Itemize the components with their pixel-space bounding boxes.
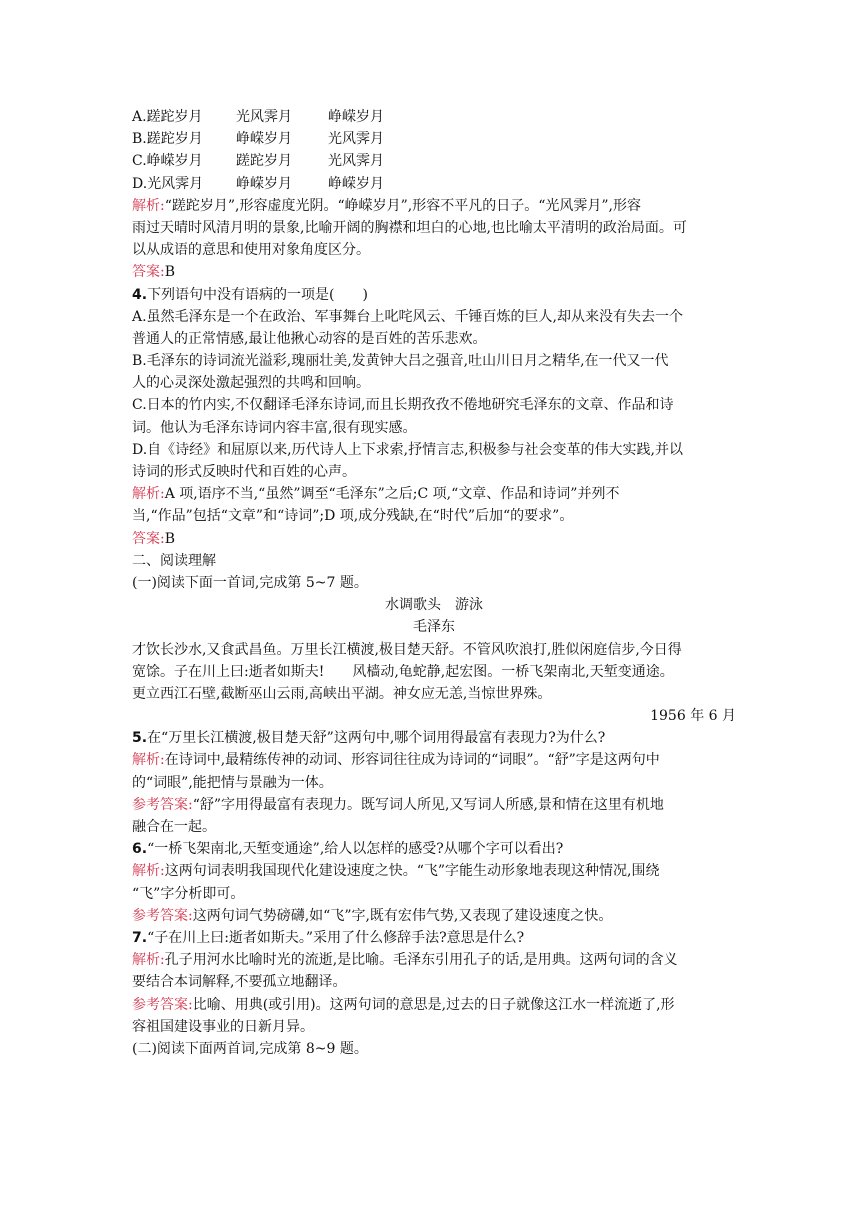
option-text: C.日本的竹内实,不仅翻译毛泽东诗词,而且长期孜孜不倦地研究毛泽东的文章、作品和诗 [132,397,674,414]
q6-reference [132,905,736,927]
q7-reference [132,994,736,1016]
analysis-text: 雨过天晴时风清月明的景象,比喻开阔的胸襟和坦白的心地,也比喻太平清明的政治局面。可 [132,219,687,236]
option-word: 峥嵘岁月 [146,153,203,170]
option-text: 词。他认为毛泽东诗词内容丰富,很有现实感。 [132,419,417,436]
option-word: 蹉跎岁月 [146,109,203,125]
option-word: 峥嵘岁月 [328,109,384,125]
analysis-label: 解析: [132,486,165,503]
answer-label: 答案: [132,530,165,547]
option-word: 峥嵘岁月 [328,175,384,192]
option-word: 蹉跎岁月 [146,131,203,148]
q5-analysis [132,749,736,771]
analysis-text: 这两句词表明我国现代化建设速度之快。“飞”字能生动形象地表现这种情况,围绕 [164,863,660,880]
reference-text: 融合在一起。 [132,819,216,835]
document-page [132,106,736,1060]
answer-value: B [164,264,176,281]
option-word: 峥嵘岁月 [236,175,292,192]
analysis-text: 孔子用河水比喻时光的流逝,是比喻。毛泽东引用孔子的话,是用典。这两句词的含义 [164,952,678,969]
analysis-text: 要结合本词解释,不要孤立地翻译。 [132,974,347,991]
option-text: 普通人的正常情感,最让他揪心动容的是百姓的苦乐悲欢。 [132,330,487,347]
question-stem: “子在川上曰:逝者如斯夫。”采用了什么修辞手法?意思是什么? [147,929,525,946]
subsection-heading: (二)阅读下面两首词,完成第 8~9 题。 [132,1040,368,1057]
option-label: C. [132,153,147,170]
poem-title: 水调歌头 游泳 [385,597,483,614]
reference-label: 参考答案: [132,907,193,924]
analysis-text: 以从成语的意思和使用对象角度区分。 [132,242,370,259]
q3-analysis [132,195,736,217]
q6-analysis [132,860,736,882]
poem-line: 宽馀。子在川上曰:逝者如斯夫! 风樯动,龟蛇静,起宏图。一桥飞架南北,天堑变通途。 [132,663,674,680]
reference-text: “舒”字用得最富有表现力。既写词人所见,又写词人所感,景和情在这里有机地 [192,796,664,813]
analysis-text: “蹉跎岁月”,形容虚度光阴。“峥嵘岁月”,形容不平凡的日子。“光风霁月”,形容 [164,197,642,214]
option-word: 蹉跎岁月 [236,153,292,170]
q6-stem [132,838,736,860]
answer-value: B [164,530,176,547]
answer-label: 答案: [132,264,165,281]
analysis-label: 解析: [132,197,165,214]
option-word: 峥嵘岁月 [236,131,292,148]
reference-text: 这两句词气势磅礴,如“飞”字,既有宏伟气势,又表现了建设速度之快。 [192,907,613,924]
analysis-label: 解析: [132,952,165,969]
option-text: A.虽然毛泽东是一个在政治、军事舞台上叱咤风云、千锤百炼的巨人,却从来没有失去一个 [132,308,684,325]
analysis-text: A 项,语序不当,“虽然”调至“毛泽东”之后;C 项,“文章、作品和诗词”并列不 [164,486,620,503]
poem-date: 1956 年 6 月 [650,708,736,725]
question-number: 4. [132,286,148,303]
option-c [132,150,736,172]
section-heading: 二、阅读理解 [132,552,216,569]
option-word: 光风霁月 [236,109,292,125]
question-stem: 下列语句中没有语病的一项是( ) [147,286,368,303]
poem-author: 毛泽东 [413,619,455,636]
q7-stem [132,927,736,949]
option-d [132,173,736,195]
question-number: 6. [132,841,148,858]
option-label: B. [132,131,147,148]
analysis-label: 解析: [132,752,165,769]
q5-reference [132,794,736,816]
q4-stem [132,284,736,306]
q7-analysis [132,949,736,971]
analysis-text: 当,“作品”包括“文章”和“诗词”;D 项,成分残缺,在“时代”后加“的要求”。 [132,508,574,525]
option-text: 人的心灵深处激起强烈的共鸣和回响。 [132,375,370,392]
analysis-label: 解析: [132,863,165,880]
option-label: D. [132,175,148,192]
question-number: 5. [132,730,148,747]
option-a [132,106,736,128]
option-text: B.毛泽东的诗词流光溢彩,瑰丽壮美,发黄钟大吕之强音,吐山川日月之精华,在一代又一代 [132,353,669,370]
reference-label: 参考答案: [132,796,193,813]
q4-answer [132,528,736,550]
subsection-heading: (一)阅读下面一首词,完成第 5~7 题。 [132,574,368,591]
question-stem: “一桥飞架南北,天堑变通途”,给人以怎样的感受?从哪个字可以看出? [147,841,564,858]
reference-text: 容祖国建设事业的日新月异。 [132,1018,314,1035]
q3-answer [132,261,736,283]
analysis-text: 的“词眼”,能把情与景融为一体。 [132,774,333,791]
option-word: 光风霁月 [328,153,384,170]
reference-text: 比喻、用典(或引用)。这两句词的意思是,过去的日子就像这江水一样流逝了,形 [192,996,675,1013]
option-text: D.自《诗经》和屈原以来,历代诗人上下求索,抒情言志,积极参与社会变革的伟大实践,并以 [132,441,683,458]
option-text: 诗词的形式反映时代和百姓的心声。 [132,464,356,480]
poem-line: 才饮长沙水,又食武昌鱼。万里长江横渡,极目楚天舒。不管风吹浪打,胜似闲庭信步,今日得 [132,641,682,658]
question-number: 7. [132,929,148,946]
analysis-text: 在诗词中,最精练传神的动词、形容词往往成为诗词的“词眼”。“舒”字是这两句中 [164,752,660,769]
option-label: A. [132,109,147,125]
poem-line: 更立西江石壁,截断巫山云雨,高峡出平湖。神女应无恙,当惊世界殊。 [132,685,552,702]
question-stem: 在“万里长江横渡,极目楚天舒”这两句中,哪个词用得最富有表现力?为什么? [147,730,606,747]
option-word: 光风霁月 [147,175,204,192]
option-word: 光风霁月 [328,131,384,148]
analysis-text: “飞”字分析即可。 [132,885,245,902]
option-b [132,128,736,150]
reference-label: 参考答案: [132,996,193,1013]
q4-analysis [132,483,736,505]
q5-stem [132,727,736,749]
